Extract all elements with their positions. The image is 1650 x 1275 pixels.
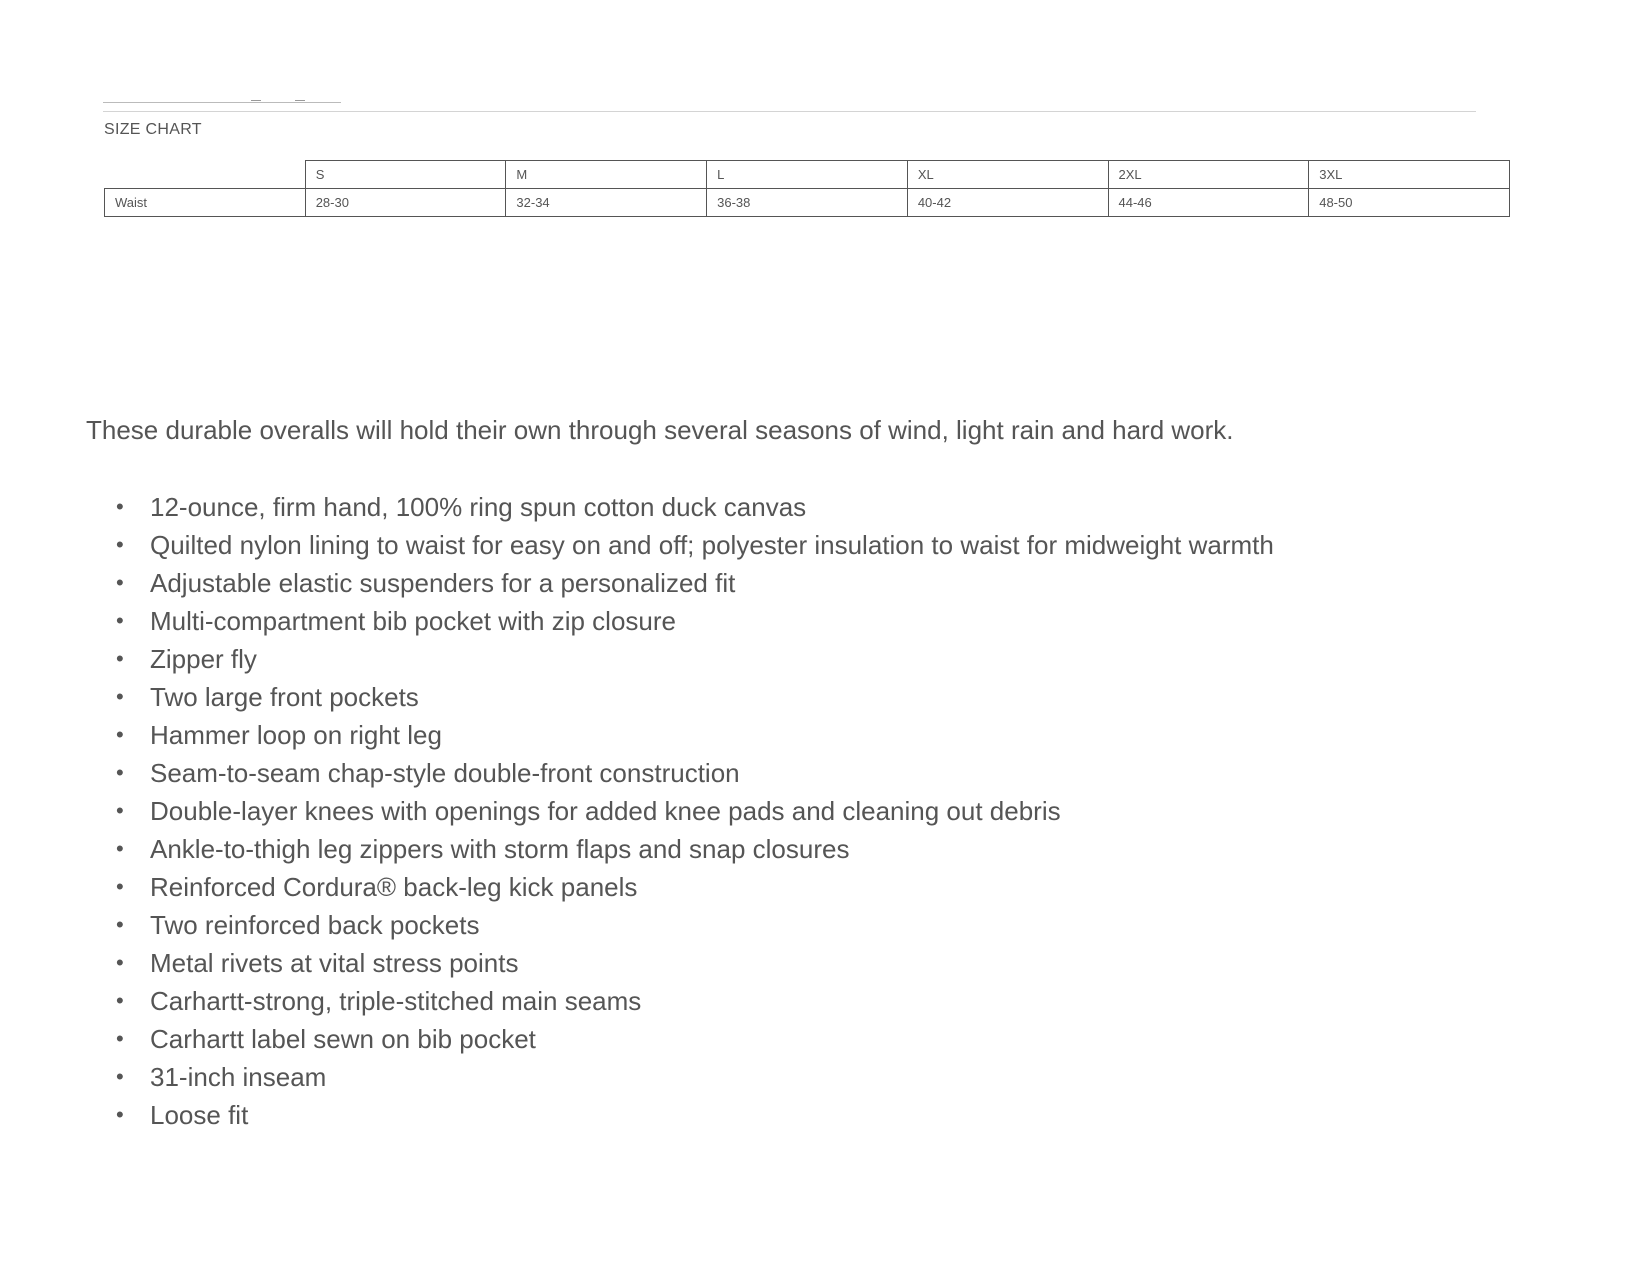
row-label-waist: Waist [105,189,306,217]
feature-text: Multi-compartment bib pocket with zip closure [150,606,676,636]
list-item [116,602,1350,640]
table-row [105,189,1510,217]
size-header-cell: L [707,161,908,189]
size-header-corner [105,161,306,189]
feature-text: Two reinforced back pockets [150,910,480,940]
feature-text: Zipper fly [150,644,257,674]
size-value-cell: 32-34 [506,189,707,217]
feature-text: Hammer loop on right leg [150,720,442,750]
list-item [116,1058,1350,1096]
bullet-icon: • [116,570,124,595]
feature-text: 12-ounce, firm hand, 100% ring spun cotton duck canvas [150,492,807,522]
list-item [116,488,1350,526]
feature-text: Metal rivets at vital stress points [150,948,519,978]
bullet-icon: • [116,836,124,861]
feature-text: 31-inch inseam [150,1062,327,1092]
feature-text: Quilted nylon lining to waist for easy on and off; polyester insulation to waist for midweight warmth [150,530,1274,560]
feature-text: Reinforced Cordura® back-leg kick panels [150,872,638,902]
size-value-cell: 36-38 [707,189,908,217]
size-header-cell: XL [907,161,1108,189]
list-item [116,754,1350,792]
list-item [116,1020,1350,1058]
size-header-row [105,161,1510,189]
bullet-icon: • [116,760,124,785]
bullet-icon: • [116,1064,124,1089]
list-item [116,906,1350,944]
list-item [116,830,1350,868]
feature-list [86,488,1350,1134]
bullet-icon: • [116,912,124,937]
cropped-element-fragment [103,88,341,103]
list-item [116,564,1350,602]
feature-text: Carhartt label sewn on bib pocket [150,1024,536,1054]
bullet-icon: • [116,988,124,1013]
size-header-cell: S [305,161,506,189]
list-item [116,868,1350,906]
section-divider [103,111,1476,112]
size-header-cell: M [506,161,707,189]
feature-text: Loose fit [150,1100,249,1130]
size-value-cell: 48-50 [1309,189,1510,217]
bullet-icon: • [116,950,124,975]
feature-text: Seam-to-seam chap-style double-front construction [150,758,740,788]
feature-text: Two large front pockets [150,682,419,712]
list-item [116,944,1350,982]
size-chart-title: SIZE CHART [104,121,202,138]
feature-text: Adjustable elastic suspenders for a personalized fit [150,568,736,598]
fragment-mark [295,100,305,101]
size-value-cell: 44-46 [1108,189,1309,217]
bullet-icon: • [116,1102,124,1127]
list-item [116,792,1350,830]
size-value-cell: 28-30 [305,189,506,217]
bullet-icon: • [116,494,124,519]
bullet-icon: • [116,646,124,671]
size-header-cell: 2XL [1108,161,1309,189]
feature-text: Double-layer knees with openings for added knee pads and cleaning out debris [150,796,1061,826]
bullet-icon: • [116,798,124,823]
list-item [116,716,1350,754]
bullet-icon: • [116,608,124,633]
bullet-icon: • [116,684,124,709]
size-chart-table [104,160,1510,217]
feature-text: Carhartt-strong, triple-stitched main seams [150,986,642,1016]
fragment-mark [251,100,261,101]
bullet-icon: • [116,874,124,899]
list-item [116,678,1350,716]
feature-text: Ankle-to-thigh leg zippers with storm flaps and snap closures [150,834,850,864]
bullet-icon: • [116,722,124,747]
size-value-cell: 40-42 [907,189,1108,217]
bullet-icon: • [116,1026,124,1051]
size-header-cell: 3XL [1309,161,1510,189]
list-item [116,526,1350,564]
list-item [116,640,1350,678]
product-description: These durable overalls will hold their own through several seasons of wind, light rain and hard work. [86,415,1234,445]
list-item [116,1096,1350,1134]
list-item [116,982,1350,1020]
bullet-icon: • [116,532,124,557]
